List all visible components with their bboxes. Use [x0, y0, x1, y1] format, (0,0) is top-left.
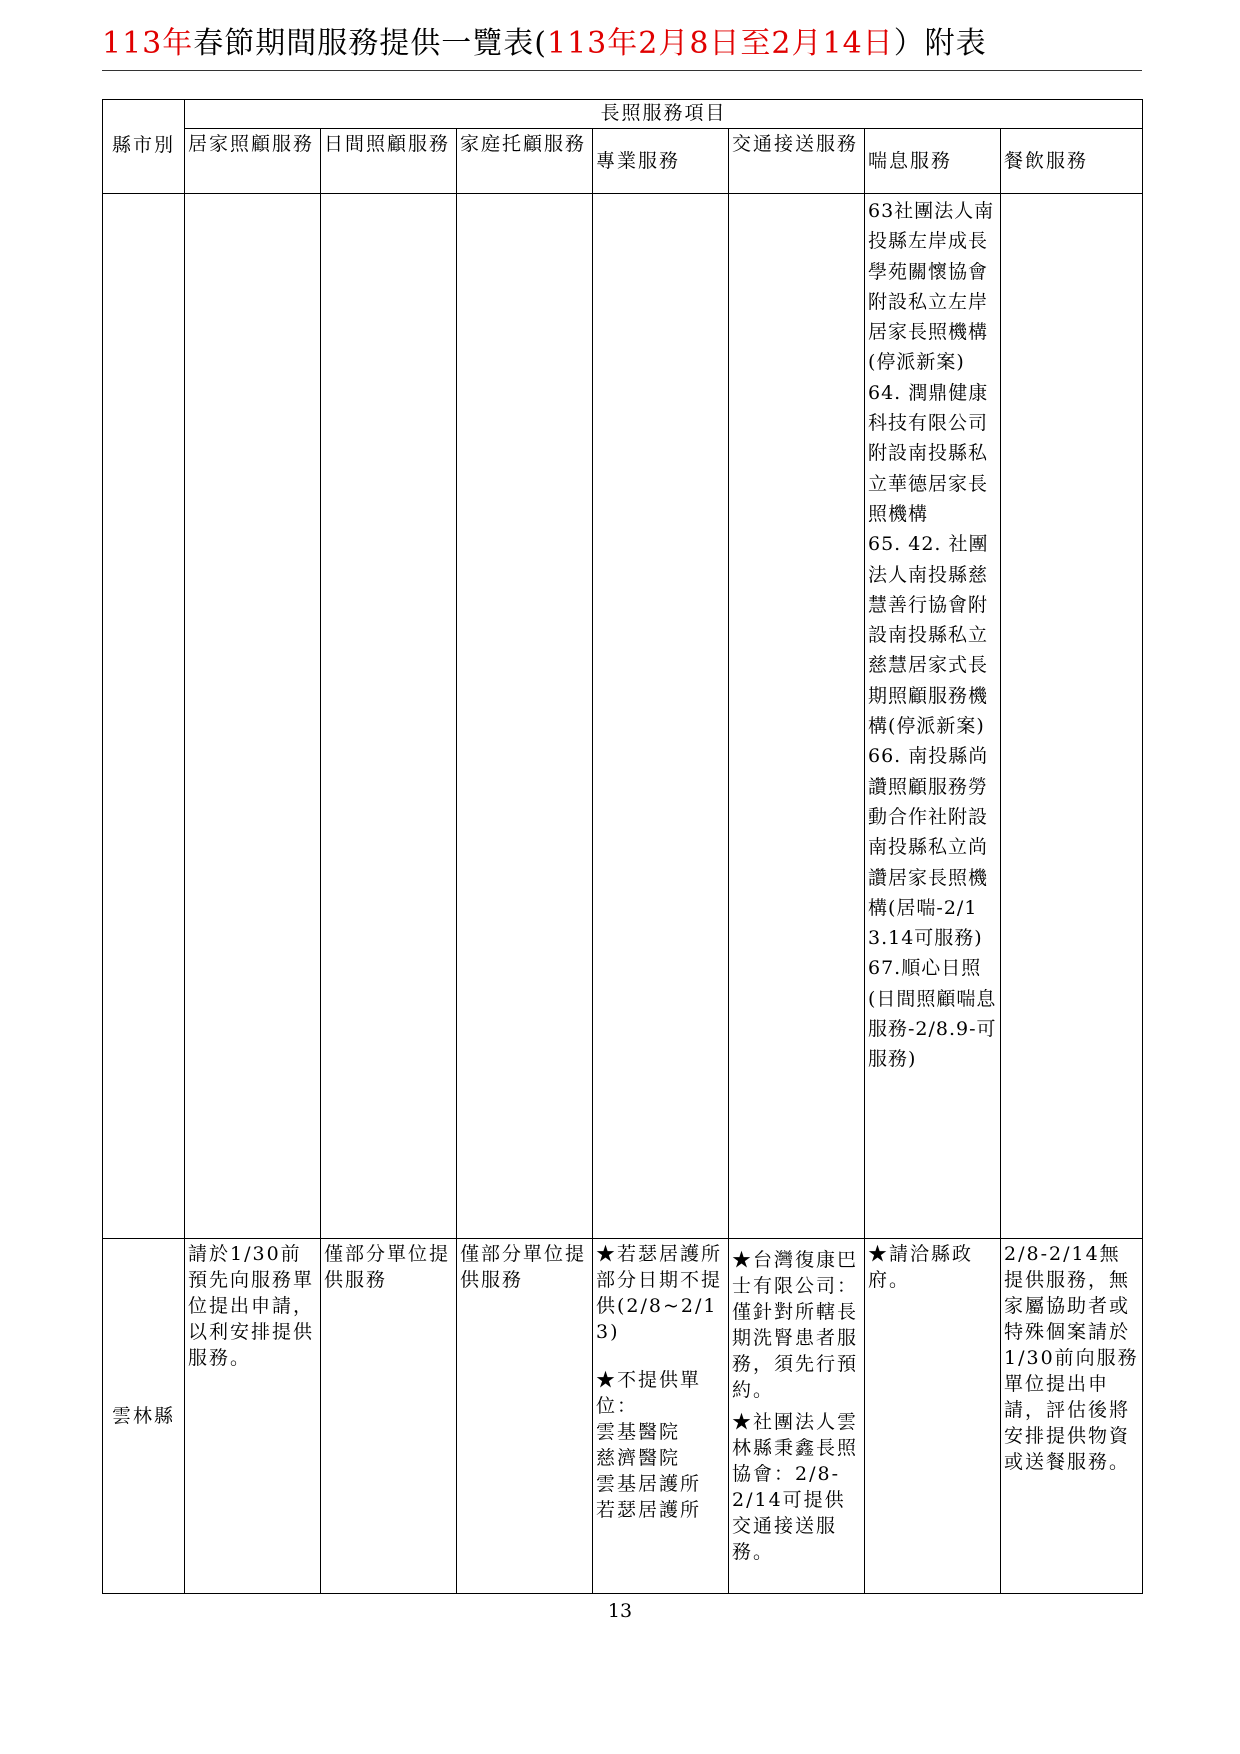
title-year: 113年 [102, 26, 194, 61]
col-header-home-care: 居家照顧服務 [185, 129, 321, 194]
page-number: 13 [607, 1600, 633, 1622]
table-row [103, 194, 1143, 1239]
respite-cell: ★請洽縣政府。 [865, 1239, 1001, 1594]
respite-unit: 66. 南投縣尚讚照顧服務勞動合作社附設南投縣私立尚讚居家長照機構(居喘-2/13.14可服務) [868, 745, 989, 950]
meal-cell: 2/8-2/14無提供服務，無家屬協助者或特殊個案請於1/30前向服務單位提出申請，評估後將安排提供物資或送餐服務。 [1001, 1239, 1143, 1594]
county-header: 縣市別 [103, 100, 185, 194]
county-cell [103, 194, 185, 1239]
header-row-group [103, 100, 1143, 129]
professional-cell [593, 1239, 729, 1594]
transport-note: ★社團法人雲林縣秉鑫長照協會：2/8-2/14可提供交通接送服務。 [732, 1411, 859, 1563]
title-suffix: ）附表 [893, 26, 987, 61]
list-item: 若瑟居護所 [596, 1499, 702, 1521]
page-title [102, 22, 1142, 66]
transport-note: ★台灣復康巴士有限公司：僅針對所轄長期洗腎患者服務，須先行預約。 [732, 1249, 859, 1401]
respite-unit: 64. 潤鼎健康科技有限公司附設南投縣私立華德居家長照機構 [868, 381, 989, 525]
title-dates: 113年2月8日至2月14日 [546, 26, 894, 61]
col-header-professional: 專業服務 [593, 129, 729, 194]
table-row [103, 1239, 1143, 1594]
transport-cell [729, 194, 865, 1239]
service-group-header: 長照服務項目 [185, 100, 1143, 129]
county-cell: 雲林縣 [103, 1239, 185, 1594]
professional-cell [593, 194, 729, 1239]
col-header-day-care: 日間照顧服務 [321, 129, 457, 194]
title-main: 春節期間服務提供一覽表( [193, 26, 547, 61]
professional-note: ★若瑟居護所部分日期不提供(2/8~2/13) [596, 1243, 723, 1343]
col-header-transport: 交通接送服務 [729, 129, 865, 194]
respite-unit: 65. 42. 社團法人南投縣慈慧善行協會附設南投縣私立慈慧居家式長期照顧服務機構(停派新案) [868, 533, 989, 738]
col-header-family-care: 家庭托顧服務 [457, 129, 593, 194]
home-care-cell: 請於1/30前預先向服務單位提出申請，以利安排提供服務。 [185, 1239, 321, 1594]
transport-cell [729, 1239, 865, 1594]
day-care-cell [321, 194, 457, 1239]
spacer [596, 1345, 725, 1367]
respite-unit: 67.順心日照(日間照顧喘息服務-2/8.9-可服務) [868, 957, 997, 1071]
day-care-cell: 僅部分單位提供服務 [321, 1239, 457, 1594]
list-item: 雲基醫院 [596, 1421, 681, 1443]
family-care-cell: 僅部分單位提供服務 [457, 1239, 593, 1594]
family-care-cell [457, 194, 593, 1239]
list-item: 慈濟醫院 [596, 1447, 681, 1469]
col-header-respite: 喘息服務 [865, 129, 1001, 194]
services-table [102, 99, 1143, 1594]
professional-note-title: ★不提供單位： [596, 1369, 702, 1417]
home-care-cell [185, 194, 321, 1239]
meal-cell [1001, 194, 1143, 1239]
respite-unit: 63社團法人南投縣左岸成長學苑關懷協會附設私立左岸居家長照機構(停派新案) [868, 200, 995, 374]
title-rule [102, 70, 1142, 71]
respite-cell [865, 194, 1001, 1239]
col-header-meal: 餐飲服務 [1001, 129, 1143, 194]
list-item: 雲基居護所 [596, 1473, 702, 1495]
header-row-columns [103, 129, 1143, 194]
